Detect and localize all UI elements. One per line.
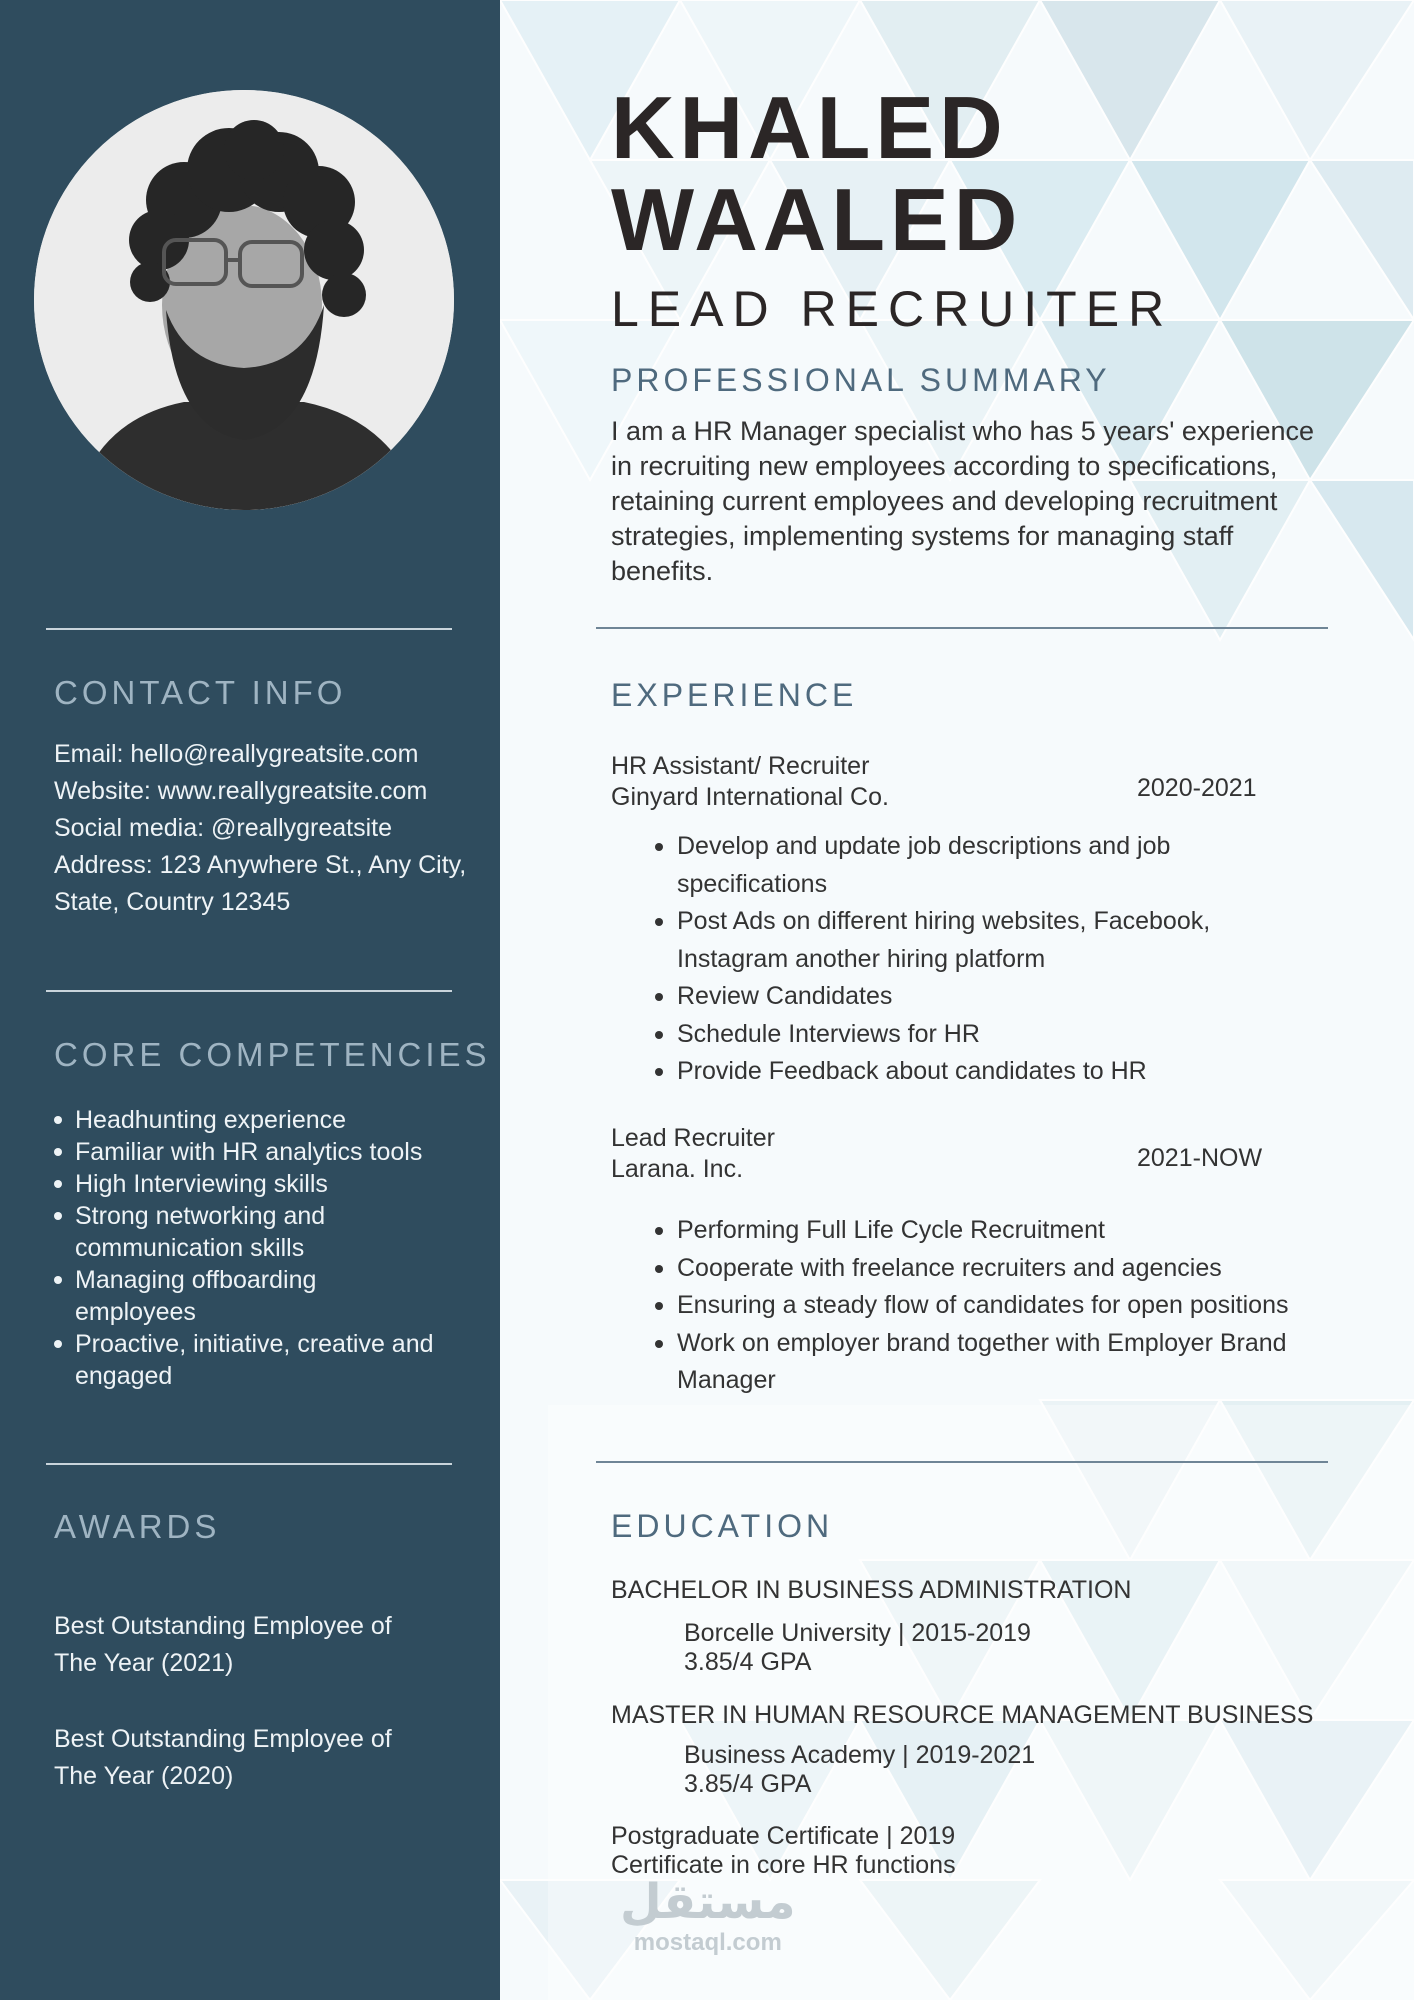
edu-details	[684, 1741, 1035, 1799]
job-company: Ginyard International Co.	[611, 783, 889, 811]
education-heading: EDUCATION	[611, 1508, 834, 1544]
edu-details	[684, 1619, 1031, 1677]
sidebar-divider	[46, 628, 452, 630]
edu-degree: BACHELOR IN BUSINESS ADMINISTRATION	[611, 1576, 1132, 1604]
edu-gpa: 3.85/4 GPA	[684, 1648, 812, 1676]
edu-school: Borcelle University | 2015-2019	[684, 1619, 1031, 1647]
job-title: Lead Recruiter	[611, 1124, 775, 1152]
section-divider	[596, 1461, 1328, 1463]
contact-address-line1: Address: 123 Anywhere St., Any City,	[54, 851, 467, 879]
job-entry-1	[611, 751, 889, 813]
first-name: KHALED	[611, 78, 1008, 177]
contact-info	[54, 736, 466, 921]
summary-text: I am a HR Manager specialist who has 5 years' experience in recruiting new employees according to specifications, retaining current employees and developing recruitment strategies, implementing systems for managing staff benefits.	[611, 416, 1314, 586]
certificate-title: Postgraduate Certificate | 2019	[611, 1822, 956, 1850]
job-company: Larana. Inc.	[611, 1155, 744, 1183]
job-bullets	[655, 1212, 1335, 1400]
list-item: Familiar with HR analytics tools	[54, 1136, 484, 1168]
edu-degree: MASTER IN HUMAN RESOURCE MANAGEMENT BUSINESS	[611, 1701, 1314, 1729]
certificate-detail: Certificate in core HR functions	[611, 1851, 956, 1879]
contact-address-line2: State, Country 12345	[54, 888, 291, 916]
watermark-latin: mostaql.com	[633, 1929, 782, 1956]
list-item: Work on employer brand together with Employer Brand Manager	[655, 1325, 1347, 1400]
avatar-portrait-illustration	[34, 90, 454, 510]
award-item: Best Outstanding Employee of The Year (2020)	[54, 1725, 392, 1790]
list-item: Performing Full Life Cycle Recruitment	[655, 1212, 1335, 1250]
summary-heading: PROFESSIONAL SUMMARY	[611, 362, 1111, 398]
contact-social: Social media: @reallygreatsite	[54, 814, 393, 842]
sidebar-divider	[46, 1463, 452, 1465]
contact-website: Website: www.reallygreatsite.com	[54, 777, 428, 805]
last-name: WAALED	[611, 170, 1023, 269]
job-bullets	[655, 828, 1275, 1091]
list-item: Strong networking and communication skills	[54, 1200, 375, 1264]
job-entry-2	[611, 1123, 775, 1185]
list-item: High Interviewing skills	[54, 1168, 484, 1200]
sidebar-divider	[46, 990, 452, 992]
profile-photo	[34, 90, 454, 510]
contact-email: Email: hello@reallygreatsite.com	[54, 740, 419, 768]
edu-certificate	[611, 1822, 956, 1880]
sidebar	[0, 0, 500, 2000]
list-item: Schedule Interviews for HR	[655, 1016, 1275, 1054]
section-divider	[596, 627, 1328, 629]
job-role-title: LEAD RECRUITER	[611, 281, 1174, 337]
list-item: Review Candidates	[655, 978, 1275, 1016]
list-item: Develop and update job descriptions and job specifications	[655, 828, 1275, 903]
competencies-heading: CORE COMPETENCIES	[54, 1036, 491, 1073]
contact-heading: CONTACT INFO	[54, 674, 347, 711]
watermark-logo	[620, 1878, 796, 1958]
list-item: Cooperate with freelance recruiters and agencies	[655, 1250, 1335, 1288]
list-item: Ensuring a steady flow of candidates for open positions	[655, 1287, 1335, 1325]
list-item: Proactive, initiative, creative and engaged	[54, 1328, 515, 1392]
job-title: HR Assistant/ Recruiter	[611, 752, 870, 780]
edu-gpa: 3.85/4 GPA	[684, 1770, 812, 1798]
job-years: 2021-NOW	[1137, 1144, 1263, 1172]
competencies-list	[54, 1104, 484, 1392]
list-item: Post Ads on different hiring websites, Facebook, Instagram another hiring platform	[655, 903, 1275, 978]
list-item: Managing offboarding employees	[54, 1264, 375, 1328]
watermark-arabic: مستقل	[620, 1876, 796, 1929]
job-years: 2020-2021	[1137, 774, 1257, 802]
list-item: Headhunting experience	[54, 1104, 484, 1136]
edu-school: Business Academy | 2019-2021	[684, 1741, 1036, 1769]
awards-heading: AWARDS	[54, 1508, 221, 1545]
list-item: Provide Feedback about candidates to HR	[655, 1053, 1275, 1091]
experience-heading: EXPERIENCE	[611, 677, 858, 713]
award-item: Best Outstanding Employee of The Year (2021)	[54, 1612, 392, 1677]
candidate-name	[611, 78, 1023, 269]
